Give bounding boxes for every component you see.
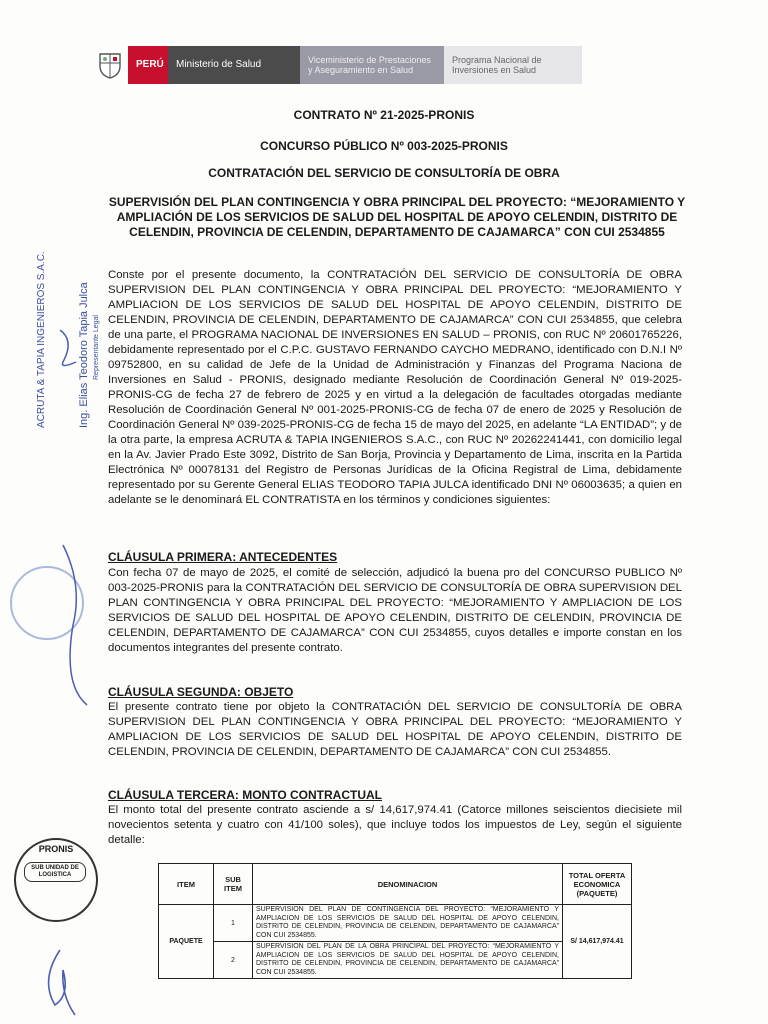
pronis-stamp-icon <box>14 838 98 922</box>
service-title: CONTRATACIÓN DEL SERVICIO DE CONSULTORÍA DE OBRA <box>208 166 560 180</box>
cell-sub: 1 <box>214 905 253 942</box>
signature-icon <box>30 945 90 1020</box>
table-header-row <box>159 864 632 905</box>
th-item: ITEM <box>159 864 214 905</box>
table-row <box>159 942 632 979</box>
intro-paragraph: Conste por el presente documento, la CONTRATACIÓN DEL SERVICIO DE CONSULTORÍA DE OBRA SUPERVISION DEL PLAN CONTINGENCIA Y OBRA PRINCIPAL DEL PROYECTO: “MEJORAMIENTO Y AMPLIACION DE LOS SERVICIOS DE SALUD DEL HOSPITAL DE APOYO CELENDIN, DISTRITO DE CELENDIN, PROVINCIA DE CELENDIN, DEPARTAMENTO DE CAJAMARCA” CON CUI 2534855, que celebra de una parte, el PROGRAMA NACIONAL DE INVERSIONES EN SALUD – PRONIS, con RUC Nº 20601765226, debidamente representado por el C.P.C. GUSTAVO FERNANDO CAYCHO MEDRANO, identificado con D.N.I Nº 09752800, en su calidad de Jefe de la Unidad de Administración y Finanzas del Programa Naciona de Inversiones en Salud - PRONIS, designado mediante Resolución de Coordinación General Nº 019-2025-PRONIS-CG de fecha 27 de febrero de 2025 y en virtud a la delegación de facultades otorgadas mediante Resolución de Coordinación General Nº 001-2025-PRONIS-CG de fecha 07 de enero de 2025 y Resolución de Coordinación General Nº 039-2025-PRONIS-CG de fecha 15 de mayo del 2025, en adelante “LA ENTIDAD”; y de la otra parte, la empresa ACRUTA & TAPIA INGENIEROS S.A.C., con RUC Nº 20262241441, con domicilio legal en la Av. Javier Prado Este 3092, Distrito de San Borja, Provincia y Departamento de Lima, inscrita en la Partida Electrónica Nº 00078131 del Registro de Personas Jurídicas de la Oficina Registral de Lima, debidamente representado por su Gerente General ELIAS TEODORO TAPIA JULCA identificado DNI Nº 06003635; a quien en adelante se le denominará EL CONTRATISTA en los términos y condiciones siguientes: <box>108 269 682 506</box>
header-ministry: Ministerio de Salud <box>168 46 300 84</box>
amount-table <box>158 863 632 979</box>
cell-item: PAQUETE <box>159 905 214 979</box>
header-banner <box>92 46 582 84</box>
th-subitem: SUB ITEM <box>214 864 253 905</box>
clause1-text: Con fecha 07 de mayo de 2025, el comité de selección, adjudicó la buena pro del CONCURSO PUBLICO Nº 003-2025-PRONIS para la CONTRATACIÓN DEL SERVICIO DE CONSULTORÍA DE OBRA SUPERVISION DEL PLAN CONTINGENCIA Y OBRA PRINCIPAL DEL PROYECTO: “MEJORAMIENTO Y AMPLIACION DE LOS SERVICIOS DE SALUD DEL HOSPITAL DE APOYO CELENDIN, DISTRITO DE CELENDIN, PROVINCIA DE CELENDIN, DEPARTAMENTO DE CAJAMARCA” CON CUI 2534855, cuyos detalles e importe constan en los documentos integrantes del presente contrato. <box>108 567 682 654</box>
stamp-text: PRONIS <box>38 844 74 854</box>
header-program: Programa Nacional de Inversiones en Salud <box>444 46 582 84</box>
contract-title: CONTRATO Nº 21-2025-PRONIS <box>293 108 475 122</box>
blue-signature-icon <box>55 540 95 710</box>
table-row <box>159 905 632 942</box>
company-vertical-text: ACRUTA & TAPIA INGENIEROS S.A.C. <box>36 251 47 428</box>
signer-vertical-text: Ing. Elias Teodoro Tapia Julca <box>78 282 90 428</box>
stamp-inner-text: SUB UNIDAD DE LOGISTICA <box>24 862 86 882</box>
project-title: SUPERVISIÓN DEL PLAN CONTINGENCIA Y OBRA PRINCIPAL DEL PROYECTO: “MEJORAMIENTO Y AMPLIACIÓN DE LOS SERVICIOS DE SALUD DEL HOSPITAL DE APOYO CELENDIN, DISTRITO DE CELENDIN, PROVINCIA DE CELENDIN, DEPARTAMENTO DE CAJAMARCA” CON CUI 2534855 <box>108 195 686 239</box>
clause2-text: El presente contrato tiene por objeto la CONTRATACIÓN DEL SERVICIO DE CONSULTORÍA DE OBRA SUPERVISION DEL PLAN CONTINGENCIA Y OBRA PRINCIPAL DEL PROYECTO: “MEJORAMIENTO Y AMPLIACION DE LOS SERVICIOS DE SALUD DEL HOSPITAL DE APOYO CELENDIN, DISTRITO DE CELENDIN, PROVINCIA DE CELENDIN, DEPARTAMENTO DE CAJAMARCA” CON CUI 2534855. <box>108 701 682 758</box>
clause2-title: CLÁUSULA SEGUNDA: OBJETO <box>108 685 294 699</box>
coat-of-arms-icon <box>92 46 128 84</box>
signer-role-vertical-text: Representante Legal <box>93 315 100 380</box>
clause3-title: CLÁUSULA TERCERA: MONTO CONTRACTUAL <box>108 788 382 802</box>
th-total: TOTAL OFERTA ECONOMICA (PAQUETE) <box>563 864 632 905</box>
cell-desc: SUPERVISION DEL PLAN DE LA OBRA PRINCIPAL DEL PROYECTO: “MEJORAMIENTO Y AMPLIACION DE LOS SERVICIOS DE SALUD DEL HOSPITAL DE APOYO CELENDIN, DISTRITO DE CELENDIN, PROVINCIA DE CELENDIN, DEPARTAMENTO DE CAJAMARCA” CON CUI 2534855. <box>253 942 563 979</box>
clause1-title: CLÁUSULA PRIMERA: ANTECEDENTES <box>108 550 338 564</box>
clause3-text: El monto total del presente contrato asciende a s/ 14,617,974.41 (Catorce millones seiscientos diecisiete mil novecientos setenta y cuatro con 41/100 soles), que incluye todos los impuestos de Ley, según el siguiente detalle: <box>108 804 682 846</box>
th-denominacion: DENOMINACION <box>253 864 563 905</box>
signature-mark-icon <box>50 320 90 380</box>
cell-desc: SUPERVISION DEL PLAN DE CONTINGENCIA DEL PROYECTO: “MEJORAMIENTO Y AMPLIACION DE LOS SERVICIOS DE SALUD DEL HOSPITAL DE APOYO CELENDIN, DISTRITO DE CELENDIN, PROVINCIA DE CELENDIN, DEPARTAMENTO DE CAJAMARCA” CON CUI 2534855. <box>253 905 563 942</box>
concurso-title: CONCURSO PÚBLICO Nº 003-2025-PRONIS <box>260 139 508 153</box>
cell-sub: 2 <box>214 942 253 979</box>
cell-total: S/ 14,617,974.41 <box>563 905 632 979</box>
header-vice: Viceministerio de Prestaciones y Aseguramiento en Salud <box>300 46 444 84</box>
header-country: PERÚ <box>128 46 168 84</box>
